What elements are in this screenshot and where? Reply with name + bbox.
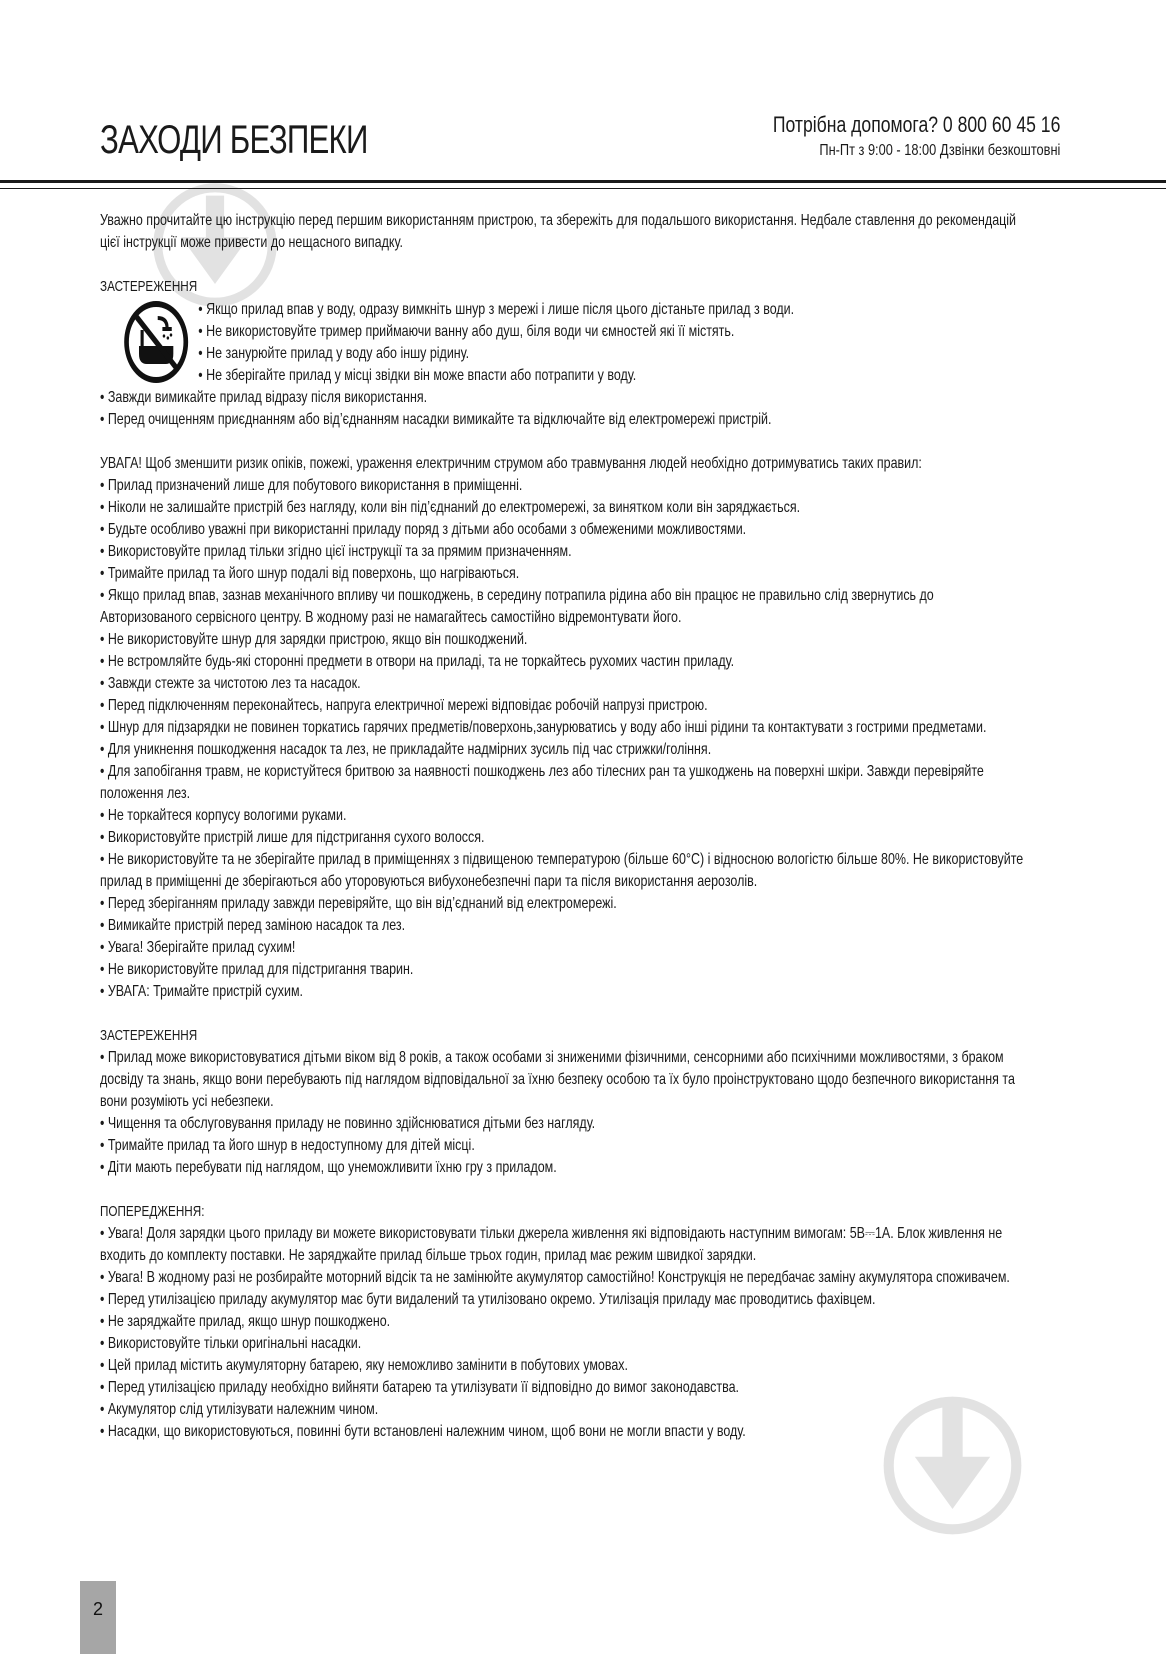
list-item: • Діти мають перебувати під наглядом, що унеможливити їхню гру з приладом. — [100, 1159, 557, 1176]
page-number-box — [80, 1581, 116, 1654]
list-item: досвіду та знань, якщо вони перебувають під наглядом відповідальної за їхню безпеку особою та їх було проінструктовано щодо безпечного використання та — [100, 1071, 1015, 1088]
list-item: • Прилад призначений лише для побутового використання в приміщенні. — [100, 477, 523, 494]
list-item: прилад в приміщенні де зберігаються або уторовуються вибухонебезпечні пари та після використання аерозолів. — [100, 873, 758, 890]
safety-content — [100, 210, 1056, 1443]
header-divider-thin — [0, 188, 1166, 189]
section-title-warnings-2: ЗАСТЕРЕЖЕННЯ — [100, 1027, 198, 1044]
list-item: УВАГА! Щоб зменшити ризик опіків, пожежі, ураження електричним струмом або травмування людей необхідно дотримуватись таких правил: — [100, 455, 922, 472]
list-item: • Вимикайте пристрій перед заміною насадок та лез. — [100, 917, 406, 934]
list-item: • Не використовуйте тример приймаючи ванну або душ, біля води чи ємностей які її містять. — [198, 323, 735, 340]
list-item: • Якщо прилад впав, зазнав механічного впливу чи пошкоджень, в середину потрапила рідина або він працює не правильно слід звернутись до — [100, 587, 934, 604]
list-item: • Не зберігайте прилад у місці звідки він може впасти або потрапити у воду. — [198, 367, 637, 384]
list-item: • Не заряджайте прилад, якщо шнур пошкоджено. — [100, 1313, 391, 1330]
list-item: • Прилад може використовуватися дітьми віком від 8 років, а також особами зі зниженими фізичними, сенсорними або психічними можливостями, з браком — [100, 1049, 1004, 1066]
list-item: • Не встромляйте будь-які сторонні предмети в отвори на приладі, та не торкайтесь рухомих частин приладу. — [100, 653, 735, 670]
list-item: • Ніколи не залишайте пристрій без нагляду, коли він під’єднаний до електромережі, за винятком коли він заряджається. — [100, 499, 801, 516]
intro-line: цієї інструкції може привести до нещасного випадку. — [100, 234, 403, 251]
section-title-cautions: ПОПЕРЕДЖЕННЯ: — [100, 1203, 205, 1220]
list-item: • Тримайте прилад та його шнур в недоступному для дітей місці. — [100, 1137, 475, 1154]
list-item: • Насадки, що використовуються, повинні бути встановлені належним чином, щоб вони не могли впасти у воду. — [100, 1423, 746, 1440]
list-item: • Перед зберіганням приладу завжди перевіряйте, що він від’єднаний від електромережі. — [100, 895, 617, 912]
list-item: • Увага! Зберігайте прилад сухим! — [100, 939, 296, 956]
list-item: Авторизованого сервісного центру. В жодному разі не намагайтесь самостійно відремонтувати його. — [100, 609, 682, 626]
list-item: • Завжди вимикайте прилад відразу після використання. — [100, 389, 428, 406]
section-title-warnings: ЗАСТЕРЕЖЕННЯ — [100, 278, 198, 295]
list-item: • Не використовуйте та не зберігайте прилад в приміщеннях з підвищеною температурою (більше 60°С) і відносною вологістю більше 80%. Не використовуйте — [100, 851, 1024, 868]
water-warning-block — [100, 298, 1056, 387]
list-item: • Акумулятор слід утилізувати належним чином. — [100, 1401, 379, 1418]
list-item: • Не використовуйте прилад для підстригання тварин. — [100, 961, 414, 978]
list-item: • УВАГА: Тримайте пристрій сухим. — [100, 983, 304, 1000]
page-title: ЗАХОДИ БЕЗПЕКИ — [100, 118, 368, 162]
help-contact — [773, 112, 1061, 160]
list-item: • Для запобігання травм, не користуйтеся бритвою за наявності пошкоджень лез або тілесних ран та ушкоджень на поверхні шкіри. Завжди перевіряйте — [100, 763, 984, 780]
list-item: • Перед утилізацією приладу акумулятор має бути видалений та утилізовано окремо. Утилізація приладу має проводитись фахівцем. — [100, 1291, 876, 1308]
list-item: • Використовуйте прилад тільки згідно цієї інструкції та за прямим призначенням. — [100, 543, 572, 560]
list-item: • Увага! Доля зарядки цього приладу ви можете використовувати тільки джерела живлення які відповідають наступним вимогам: 5В⎓1А. Блок живлення не — [100, 1225, 1003, 1242]
section-safety-rules — [100, 453, 1056, 1003]
list-item: • Чищення та обслуговування приладу не повинно здійснюватися дітьми без нагляду. — [100, 1115, 596, 1132]
list-item: • Завжди стежте за чистотою лез та насадок. — [100, 675, 361, 692]
help-hours-line: Пн-Пт з 9:00 - 18:00 Дзвінки безкоштовні — [818, 142, 1060, 159]
list-item: • Не занурюйте прилад у воду або іншу рідину. — [198, 345, 470, 362]
list-item: входить до комплекту поставки. Не заряджайте прилад більше трьох годин, прилад має режим швидкої зарядки. — [100, 1247, 757, 1264]
list-item: • Шнур для підзарядки не повинен торкатись гарячих предметів/поверхонь,занурюватись у воду або інші рідини та контактувати з гострими предметами. — [100, 719, 987, 736]
list-item: • Використовуйте тільки оригінальні насадки. — [100, 1335, 362, 1352]
list-item: • Якщо прилад впав у воду, одразу вимкніть шнур з мережі і лише після цього дістаньте прилад з води. — [198, 301, 795, 318]
intro-line: Уважно прочитайте цю інструкцію перед першим використанням пристрою, та збережіть для подальшого використання. Недбале ставлення до рекомендацій — [100, 212, 1017, 229]
list-item: • Увага! В жодному разі не розбирайте моторний відсік та не замінюйте акумулятор самостійно! Конструкція не передбачає заміну акумулятора споживачем. — [100, 1269, 1010, 1286]
water-warning-list — [198, 298, 794, 387]
list-item: положення лез. — [100, 785, 191, 802]
help-phone-line: Потрібна допомога? 0 800 60 45 16 — [772, 112, 1060, 137]
header-divider-thick — [0, 180, 1166, 183]
list-item: • Перед підключенням переконайтесь, напруга електричної мережі відповідає робочій напрузі пристрою. — [100, 697, 708, 714]
list-item: • Тримайте прилад та його шнур подалі від поверхонь, що нагріваються. — [100, 565, 520, 582]
list-item: • Перед утилізацією приладу необхідно вийняти батарею та утилізувати її відповідно до вимог законодавства. — [100, 1379, 740, 1396]
list-item: • Використовуйте пристрій лише для підстригання сухого волосся. — [100, 829, 485, 846]
list-item: • Для уникнення пошкодження насадок та лез, не прикладайте надмірних зусиль під час стрижки/гоління. — [100, 741, 712, 758]
list-item: • Не використовуйте шнур для зарядки пристрою, якщо він пошкоджений. — [100, 631, 528, 648]
list-item: • Цей прилад містить акумуляторну батарею, яку неможливо замінити в побутових умовах. — [100, 1357, 629, 1374]
page-number: 2 — [93, 1599, 104, 1619]
list-item: • Будьте особливо уважні при використанні приладу поряд з дітьми або особами з обмеженими можливостями. — [100, 521, 747, 538]
no-bath-icon — [100, 298, 194, 386]
list-item: • Перед очищенням приєднанням або від’єднанням насадки вимикайте та відключайте від електромережі пристрій. — [100, 411, 772, 428]
section-children-warnings — [100, 1047, 1056, 1179]
list-item: • Не торкайтеся корпусу вологими руками. — [100, 807, 347, 824]
list-item: вони розуміють усі небезпеки. — [100, 1093, 274, 1110]
section-battery-cautions — [100, 1223, 1056, 1443]
